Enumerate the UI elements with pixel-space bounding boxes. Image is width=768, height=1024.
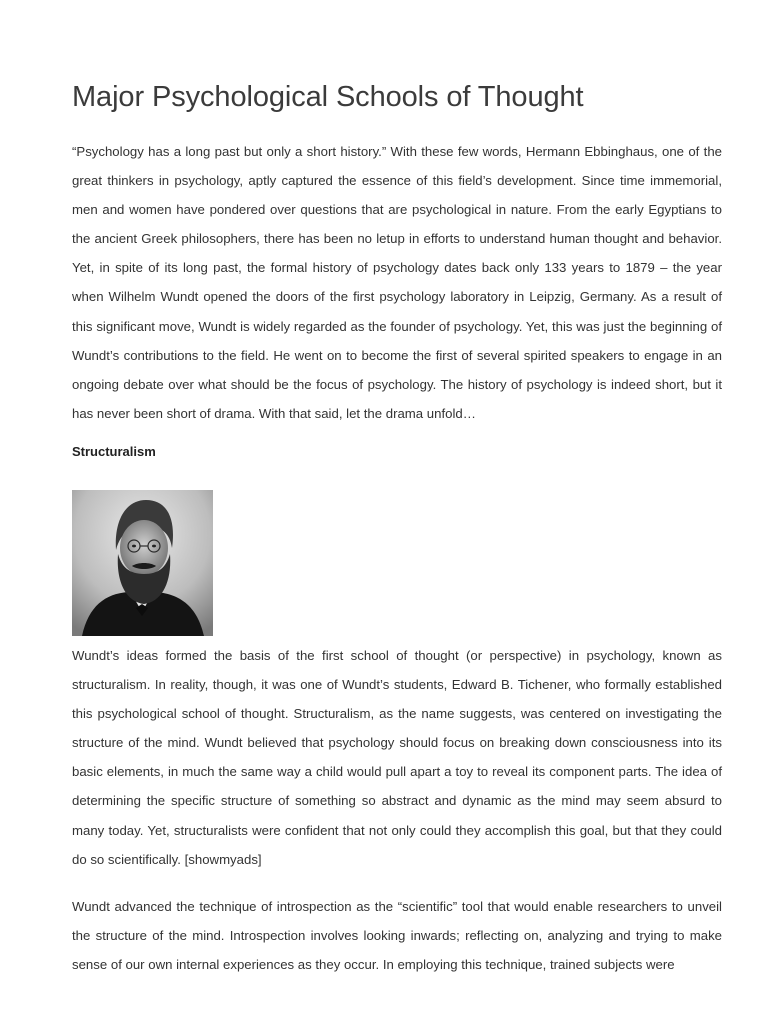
section-heading-structuralism: Structuralism [72,444,156,459]
portrait-photo [72,490,213,636]
structuralism-paragraph-1: Wundt’s ideas formed the basis of the first school of thought (or perspective) in psychology, known as structuralism. In reality, though, it was one of Wundt’s students, Edward B. Tichener, who formally established this psychological school of thought. Structuralism, as the name suggests, was centered on investigating the structure of the mind. Wundt believed that psychology should focus on breaking down consciousness into its basic elements, in much the same way a child would pull apart a toy to reveal its component parts. The idea of determining the specific structure of something so abstract and dynamic as the mind may seem absurd to many today. Yet, structuralists were confident that not only could they accomplish this goal, but that they could do so scientifically. [showmyads] [72,648,722,867]
page-title: Major Psychological Schools of Thought [72,81,584,113]
intro-paragraph: “Psychology has a long past but only a short history.” With these few words, Hermann Ebbinghaus, one of the great thinkers in psychology, aptly captured the essence of this field’s development. Since time immemorial, men and women have pondered over questions that are psychological in nature. From the early Egyptians to the ancient Greek philosophers, there has been no letup in efforts to understand human thought and behavior. Yet, in spite of its long past, the formal history of psychology dates back only 133 years to 1879 – the year when Wilhelm Wundt opened the doors of the first psychology laboratory in Leipzig, Germany. As a result of this significant move, Wundt is widely regarded as the founder of psychology. Yet, this was just the beginning of Wundt’s contributions to the field. He went on to become the first of several spirited speakers to engage in an ongoing debate over what should be the focus of psychology. The history of psychology is indeed short, but it has never been short of drama. With that said, let the drama unfold… [72,144,722,421]
structuralism-paragraph-2: Wundt advanced the technique of introspection as the “scientific” tool that would enable researchers to unveil the structure of the mind. Introspection involves looking inwards; reflecting on, analyzing and trying to make sense of our own internal experiences as they occur. In employing this technique, trained subjects were [72,899,722,973]
